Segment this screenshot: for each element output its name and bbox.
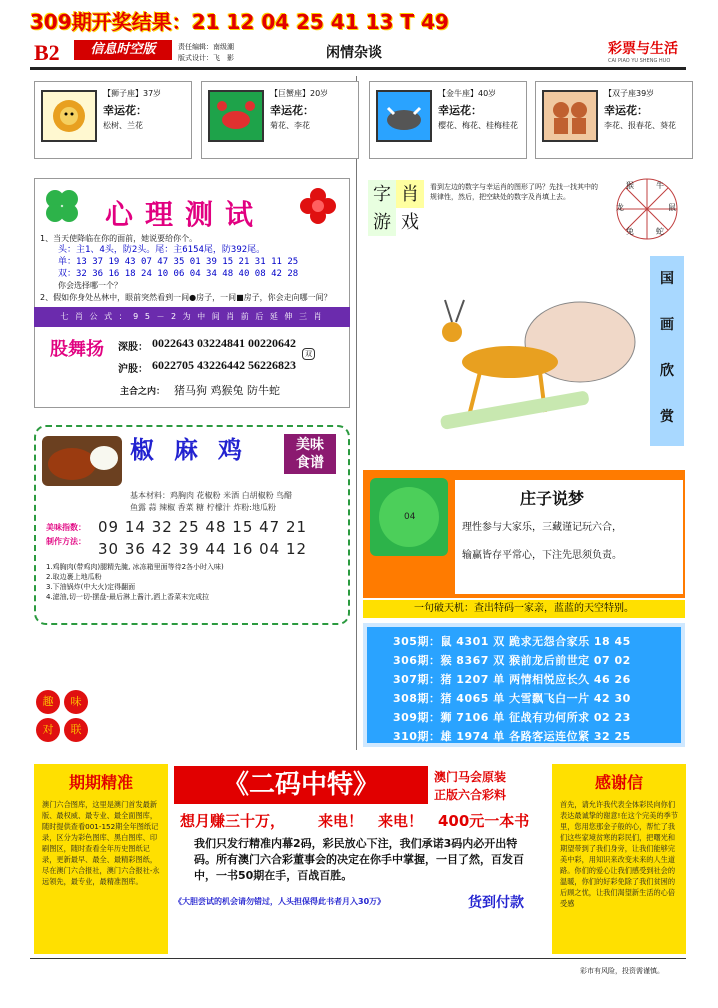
lion-icon [41, 90, 97, 142]
section-title: 闲情杂谈 [326, 45, 382, 61]
lantern-char: 味 [64, 690, 88, 714]
lantern-char: 趣 [36, 690, 60, 714]
right-ad-body: 首先，请允许我代表全体彩民向你们表达最诚挚的谢意!在这个完美的季节里，您用您那金子般的心，帮忙了我们这些家境贫寒的彩民们，把曙光和期望带到了我们身旁，让我们能够完美中彩，用知识来改变未来的人生道路。你们的爱心让我们感受到社会的温暖，你们的好彩免除了我们贫困的后顾之忧，让我们渴望新生活的心倍受感 [560, 800, 678, 908]
wheel-label: 蛇 [656, 227, 664, 236]
recipe-ingredients-2: 鱼露 蒜 辣椒 香菜 糖 柠檬汁 炸粉:地瓜粉 [130, 503, 276, 512]
recipe-tag [284, 434, 336, 474]
center-ad-side-2: 正版六合彩料 [434, 788, 507, 802]
recipe-title: 椒麻鸡 [130, 436, 262, 464]
lantern-group [36, 690, 92, 746]
result-row: 308期：猪 4065 单 大雪飘飞白一片 42 30 [393, 692, 631, 705]
wheel-label: 牛 [656, 181, 664, 190]
shen-tag: 双 [302, 348, 315, 360]
psych-even-numbers: 双：32 36 16 18 24 10 06 04 34 48 40 08 42 28 [58, 269, 299, 279]
hu-label: 沪股： [118, 364, 148, 375]
designer-line: 版式设计：飞 影 [178, 54, 234, 62]
center-ad-side-1: 澳门马会原装 [434, 770, 507, 784]
zodiac-meta: 【金牛座】40岁 [438, 89, 497, 98]
footer-notice: 彩市有风险，投资需谨慎。 [580, 967, 664, 975]
shen-values: 0022643 03224841 00220642 [152, 336, 296, 350]
footer-divider [30, 958, 686, 959]
column-divider [356, 76, 357, 750]
painting-label [650, 256, 684, 446]
puzzle-chars [368, 180, 424, 236]
editor-line: 责任编辑：南级潮 [178, 43, 234, 51]
recipe-tag-line: 美味 [296, 437, 324, 453]
left-ad-title: 期期精准 [68, 773, 133, 792]
earn-text: 想月赚三十万， [180, 812, 286, 830]
history-results [363, 623, 685, 747]
slogan-text: 《大胆尝试的机会请勿错过，人头担保得此书者月入30万》 [174, 897, 386, 906]
hu-values: 6022705 43226442 56226823 [152, 358, 296, 372]
header-divider [30, 67, 686, 70]
center-ad-block [170, 764, 548, 954]
psych-question-2: 2、假如你身处丛林中，眼前突然看到一间●房子，一间■房子，你会走向哪一间？ [40, 293, 332, 302]
psych-question-1: 1、当天使降临在你的面前，她说要给你个。 [40, 234, 198, 243]
psych-head-tail: 头：主1、4头，防2头。尾：主6154尾，防392尾。 [58, 245, 266, 255]
one-line-hint: 一句破天机：查出特码一家亲，蓝蓝的天空特别。 [363, 600, 685, 618]
zodiac-card-gemini [535, 81, 693, 159]
call-text-1: 来电！ [318, 812, 364, 830]
zodiac-flowers: 松树、兰花 [103, 121, 143, 130]
logo-text: 彩票与生活 [608, 41, 678, 57]
result-row: 305期：鼠 4301 双 跪求无怨合家乐 18 45 [393, 635, 631, 648]
recipe-step: 3.下油锅炸(中大火)定得翻面 [46, 583, 136, 591]
recipe-step: 1.鸡胸肉(带鸡肉)腿精先腌, 冰冻箱里面等待2各小时入味) [46, 563, 224, 571]
right-ad-block [552, 764, 686, 954]
recipe-step: 4.滤油,切一切-摆盘-最后淋上酱汁,洒上香菜末完成拉 [46, 593, 210, 601]
zodiac-label: 幸运花： [103, 104, 147, 117]
call-text-2: 来电！ [378, 812, 424, 830]
result-row: 306期：猴 8367 双 猴前龙后前世定 07 02 [393, 654, 631, 667]
cod-text: 货到付款 [468, 895, 524, 911]
zodiac-wheel [608, 176, 686, 242]
flower-icon [298, 186, 338, 226]
method-label: 制作方法： [46, 537, 86, 546]
zodiac-card-taurus [369, 81, 527, 159]
page-headline: 309期开奖结果：21 12 04 25 41 13 T 49 [30, 10, 449, 34]
zodiac-meta: 【双子座39岁 [604, 89, 655, 98]
painting-label-char: 国 [660, 271, 674, 287]
lantern-char: 对 [36, 718, 60, 742]
bull-icon [376, 90, 432, 142]
zodiac-flowers: 李花、报春花、葵花 [604, 121, 676, 130]
zodiac-card-leo [34, 81, 192, 159]
psych-odd-numbers: 单：13 37 19 43 07 47 35 01 39 15 21 31 11 25 [58, 257, 299, 267]
dish-image [42, 436, 122, 486]
price-text: 400元一本书 [438, 812, 530, 830]
zodiac-label: 幸运花： [438, 104, 482, 117]
painting-label-char: 画 [660, 317, 674, 333]
right-ad-title: 感谢信 [594, 773, 643, 792]
bottom-ad [34, 764, 686, 954]
result-row: 309期：狮 7106 单 征战有功何所求 02 23 [393, 711, 631, 724]
psych-choice: 你会选择哪一个？ [58, 281, 122, 290]
wheel-label: 龙 [616, 203, 624, 212]
puzzle-char: 肖 [396, 180, 424, 208]
zodiac-label: 幸运花： [270, 104, 314, 117]
painting-label-char: 欣 [660, 363, 674, 379]
wheel-label: 兔 [626, 227, 634, 236]
center-ad-body: 我们只发行精准内幕2码，彩民放心下注，我们承诺3码内必开出特码。所有澳门六合彩董事会的决定在你手中掌握，一目了然，百发百中，一书50期在手，百战百胜。 [194, 837, 524, 882]
puzzle-char: 游 [368, 208, 396, 236]
zodiac-label: 幸运花： [604, 104, 648, 117]
section-banner: 信息时空版 [74, 40, 172, 60]
puzzle-char: 字 [368, 180, 396, 208]
main-values: 猪马狗 鸡猴兔 防牛蛇 [174, 384, 280, 397]
pic-number: 04 [404, 512, 416, 522]
recipe-ingredients: 基本材料：鸡胸肉 花椒粉 米酒 白胡椒粉 鸟醋 [130, 491, 293, 500]
brand-logo [608, 38, 678, 64]
logo-subtext: CAI PIAO YU SHENG HUO [608, 58, 671, 64]
zhuangzi-line-2: 输赢皆存平常心，下注先思须负责。 [462, 550, 622, 561]
shen-label: 深股： [118, 342, 148, 353]
zodiac-flowers: 菊花、李花 [270, 121, 310, 130]
center-ad-title: 《二码中特》 [174, 766, 428, 804]
zhuangzi-title: 庄子说梦 [520, 489, 585, 508]
stock-logo: 股舞扬 [50, 339, 104, 360]
recipe-tag-line: 食谱 [296, 455, 324, 471]
painting-label-char: 赏 [660, 409, 674, 425]
editor-credits [178, 42, 234, 64]
puzzle-char: 戏 [401, 212, 419, 233]
main-label: 主合之内： [120, 387, 166, 397]
zodiac-card-cancer [201, 81, 359, 159]
recipe-step: 2.取边裹上地瓜粉 [46, 573, 102, 581]
index-label: 美味指数： [46, 523, 86, 532]
twins-icon [542, 90, 598, 142]
result-row: 310期：雄 1974 单 各路客运连位紧 32 25 [393, 730, 631, 743]
recipe-numbers-2: 30 36 42 39 44 16 04 12 [98, 540, 308, 558]
clover-icon [42, 186, 82, 226]
deer-painting [360, 252, 650, 462]
result-row: 307期：猪 1207 单 两情相悦应长久 46 26 [393, 673, 631, 686]
formula-bar: 七 肖 公 式 ： 9 5 － 2 为 中 间 肖 前 后 延 伸 三 肖 [34, 307, 350, 327]
recipe-numbers-1: 09 14 32 25 48 15 47 21 [98, 518, 308, 536]
zodiac-flowers: 樱花、梅花、桂梅桂花 [438, 121, 518, 130]
zhuangzi-line-1: 理性参与大家乐，三藏谨记玩六合， [462, 522, 622, 533]
lantern-char: 联 [64, 718, 88, 742]
left-ad-block [34, 764, 168, 954]
crab-icon [208, 90, 264, 142]
zodiac-meta: 【狮子座】37岁 [103, 89, 162, 98]
page-code: B2 [34, 40, 60, 65]
lotus-leaf-image [370, 478, 448, 556]
psych-title: 心理测试 [105, 198, 266, 231]
wheel-label: 猴 [626, 181, 634, 190]
wheel-label: 鼠 [668, 203, 676, 212]
puzzle-text: 看到左边的数字与幸运肖的图形了吗？先找一找其中的规律性，然后，把空缺处的数字及肖填上去。 [430, 183, 598, 201]
left-ad-body: 澳门六合图库，这里是澳门首发最新版、最权威、最专业、最全面图库，随时提供查看001-152期全年图纸记录，区分为彩色图库、黑白图库、印刷图区，随时查看全年历史图纸记录，更新最早、最全、最精彩图纸，尽在澳门六合报社，澳门六合报社-永远领先，最专业，最精准图库。 [42, 800, 160, 886]
zodiac-meta: 【巨蟹座】20岁 [270, 89, 329, 98]
